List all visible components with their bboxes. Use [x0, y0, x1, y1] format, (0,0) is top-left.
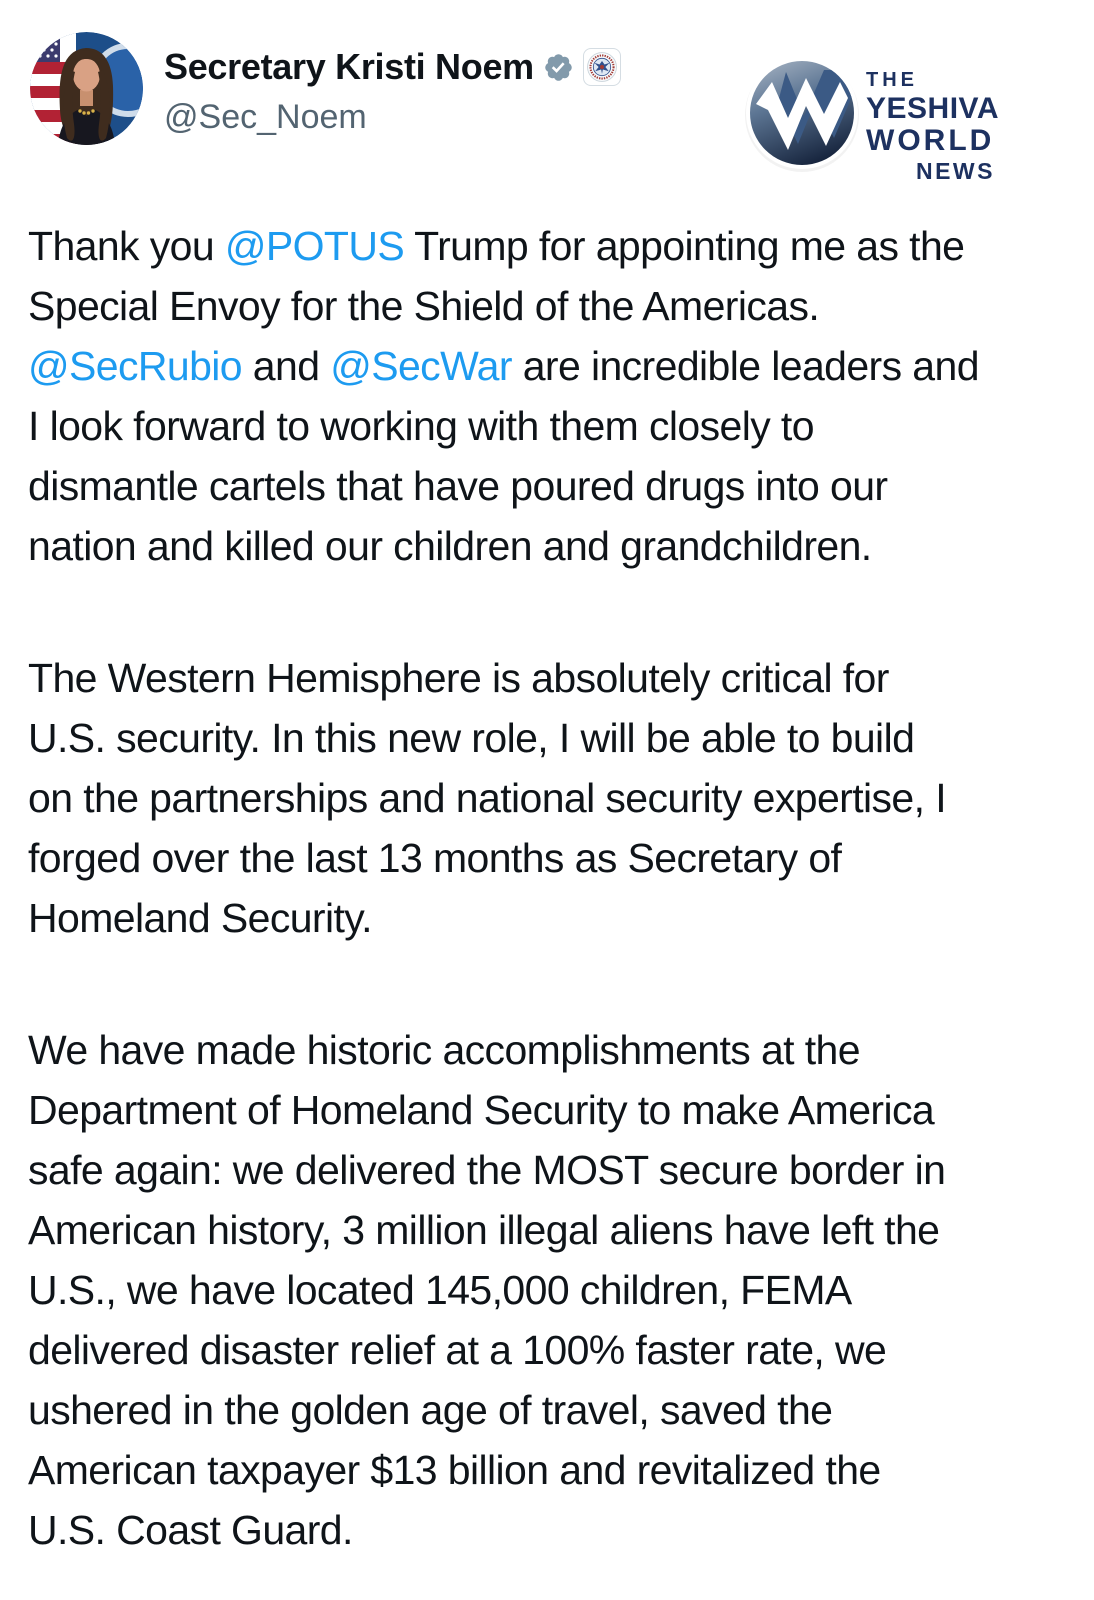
tweet-text-segment: U.S. security. In this new role, I will be able to build — [28, 715, 915, 761]
tweet-text-segment: Thank you — [28, 223, 225, 269]
tweet-paragraph — [28, 216, 1078, 576]
tweet-text-segment: American taxpayer $13 billion and revitalized the — [28, 1447, 881, 1493]
tweet-paragraph — [28, 648, 1078, 948]
tweet-line — [28, 1440, 1078, 1500]
user-handle[interactable]: @Sec_Noem — [164, 98, 367, 136]
tweet-text-segment: nation and killed our children and grandchildren. — [28, 523, 872, 569]
avatar[interactable] — [30, 32, 143, 145]
tweet-text-segment: are incredible leaders and — [511, 343, 979, 389]
tweet-line — [28, 1380, 1078, 1440]
tweet-line — [28, 276, 1078, 336]
ywn-text-the: THE — [866, 69, 918, 91]
verified-badge-icon — [543, 52, 574, 83]
tweet-line — [28, 1080, 1078, 1140]
tweet-text-segment: and — [242, 343, 331, 389]
name-row — [164, 46, 621, 88]
ywn-text-yeshiva: YESHIVA — [866, 92, 999, 125]
ywn-text-world: WORLD — [866, 124, 995, 157]
tweet-line — [28, 1200, 1078, 1260]
ywn-watermark-logo — [742, 52, 999, 183]
ywn-logo-text — [866, 70, 999, 183]
tweet-text-segment: U.S. Coast Guard. — [28, 1507, 353, 1553]
dhs-affiliation-badge[interactable] — [583, 48, 621, 86]
tweet-line — [28, 216, 1078, 276]
tweet-line — [28, 648, 1078, 708]
tweet-text-segment: I look forward to working with them closely to — [28, 403, 814, 449]
tweet-text-segment: Homeland Security. — [28, 895, 372, 941]
dhs-seal-icon — [585, 50, 619, 84]
tweet-line — [28, 1140, 1078, 1200]
tweet-text-segment: Trump for appointing me as the — [404, 223, 965, 269]
ywn-sphere-w-icon — [742, 52, 862, 178]
tweet-line — [28, 768, 1078, 828]
avatar-illustration — [30, 32, 143, 145]
tweet-paragraph — [28, 1020, 1078, 1560]
tweet-text-segment: forged over the last 13 months as Secretary of — [28, 835, 842, 881]
tweet-line — [28, 1320, 1078, 1380]
tweet-text-segment: on the partnerships and national security expertise, I — [28, 775, 946, 821]
tweet-text-segment: We have made historic accomplishments at the — [28, 1027, 860, 1073]
tweet-line — [28, 516, 1078, 576]
mention-link[interactable]: @POTUS — [224, 223, 405, 269]
tweet-text — [28, 216, 1078, 1560]
tweet-text-segment: dismantle cartels that have poured drugs into our — [28, 463, 888, 509]
tweet-text-segment: The Western Hemisphere is absolutely critical for — [28, 655, 889, 701]
mention-link[interactable]: @SecRubio — [28, 343, 242, 389]
tweet-line — [28, 1500, 1078, 1560]
tweet-line — [28, 828, 1078, 888]
tweet-line — [28, 888, 1078, 948]
mention-link[interactable]: @SecWar — [330, 343, 512, 389]
tweet-line — [28, 1260, 1078, 1320]
tweet-text-segment: U.S., we have located 145,000 children, FEMA — [28, 1267, 852, 1313]
tweet-line — [28, 708, 1078, 768]
display-name[interactable]: Secretary Kristi Noem — [164, 46, 534, 87]
tweet-text-segment: Department of Homeland Security to make America — [28, 1087, 935, 1133]
tweet-text-segment: American history, 3 million illegal aliens have left the — [28, 1207, 940, 1253]
tweet-line — [28, 336, 1078, 396]
ywn-text-news: NEWS — [915, 158, 995, 184]
tweet-line — [28, 396, 1078, 456]
tweet-text-segment: safe again: we delivered the MOST secure border in — [28, 1147, 946, 1193]
tweet-text-segment: delivered disaster relief at a 100% faster rate, we — [28, 1327, 887, 1373]
tweet-line — [28, 456, 1078, 516]
tweet-line — [28, 1020, 1078, 1080]
tweet-text-segment: ushered in the golden age of travel, saved the — [28, 1387, 833, 1433]
tweet-text-segment: Special Envoy for the Shield of the Americas. — [28, 283, 820, 329]
